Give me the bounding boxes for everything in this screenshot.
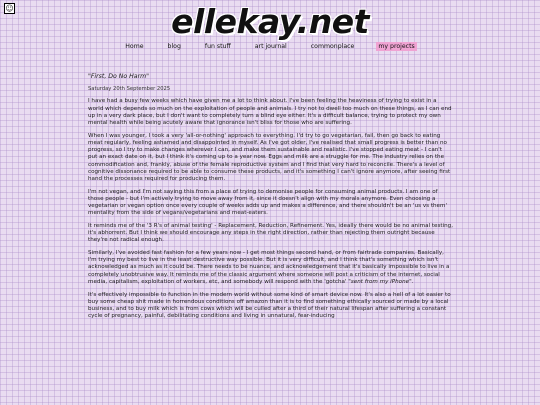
nav-home-link[interactable]: Home xyxy=(125,43,144,50)
post-paragraph-end: . xyxy=(411,278,414,285)
main-nav xyxy=(0,42,540,51)
post-title: "First, Do No Harm" xyxy=(88,73,150,80)
smiley-icon: ☺ xyxy=(5,4,14,13)
nav-fun-stuff-link[interactable]: fun stuff xyxy=(204,43,231,50)
post-date: Saturday 20th September 2025 xyxy=(88,85,171,92)
nav-commonplace-link[interactable]: commonplace xyxy=(310,43,355,50)
post-content xyxy=(88,73,453,326)
nav-blog-link[interactable]: blog xyxy=(167,43,181,50)
post-paragraph: When I was younger, I took a very 'all-or-nothing' approach to everything. I'd try to go vegetarian, fail, then go back to eating meat regularly, feeling ashamed and disappointed in myself. As I've got older, I've realised that small progress is better than no progress, so I try to make changes wherever I can, and make them sustainable and realistic. I've stopped eating meat - I can't put an exact date on it, but I think it's coming up to a year now. Eggs and milk are a struggle for me. The industry relies on the commodification and, frankly, abuse of the female reproductive system and I find that very hard to reconcile. There's a level of cognitive dissonance required to be able to consume these products, and it's something I can't ignore anymore, after seeing first hand the processes required for producing them. xyxy=(88,132,451,182)
post-paragraph: I'm not vegan, and I'm not saying this from a place of trying to demonise people for consuming animal products. I am one of those people - but I'm actively trying to move away from it, since it doesn't align with my morals anymore. Even choosing a vegetarian or vegan option once every couple of weeks adds up and makes a difference, and there shouldn't be an 'us vs them' mentality from the side of vegans/vegetarians and meat-eaters. xyxy=(88,188,447,217)
gotcha-quote: "sent from my iPhone" xyxy=(348,278,412,285)
site-logo[interactable]: ellekay.net xyxy=(171,2,369,41)
post-paragraph: I have had a busy few weeks which have given me a lot to think about. I've been feeling the heaviness of trying to exist in a world which depends so much on the exploitation of people and animals. I try not to dwell too much on these things, as I can end up in a very dark place, but I don't want to completely turn a blind eye either. It's a difficult balance, trying to protect my own mental health while being acutely aware that ignorance isn't bliss for those who are suffering. xyxy=(88,98,452,127)
nav-my-projects-link[interactable]: my projects xyxy=(378,43,415,50)
nav-art-journal-link[interactable]: art journal xyxy=(254,43,287,50)
post-paragraph: It's effectively impossible to function in the modern world without some kind of smart device now. It's also a hell of a lot easier to buy some cheap shit made in horrendous conditions off amazon than it is to find something ethically sourced or made by a local business, and to buy milk which is from cows which will be culled after a third of their natural lifespan after suffering a constant cycle of pregnancy, painful, debilitating conditions and living in unnatural, fear-inducing xyxy=(88,291,451,320)
post-paragraph: It reminds me of the '3 R's of animal testing' - Replacement, Reduction, Refinement. Yes, ideally there would be no animal testing, it's abhorrent. But I think we should encourage any steps in the right direction, rather than rejecting them outright because they're not radical enough. xyxy=(88,222,454,244)
post-paragraph-with-quote xyxy=(88,250,453,286)
post-paragraph-text: Similarly, I've avoided fast fashion for a few years now - I get most things second hand, or from fairtrade companies. Basically, I'm trying my best to live in the least destructive way possible. But it is very difficult, and I think that's something which isn't acknowledged as much as it could be. There needs to be nuance, and acknowledgement that it's basically impossible to live in a completely unobtrusive way. It reminds me of the classic argument where someone will post a criticism of the internet, social media, capitalism, exploitation of workers, etc, and somebody will respond with the 'gotcha' xyxy=(88,250,450,285)
